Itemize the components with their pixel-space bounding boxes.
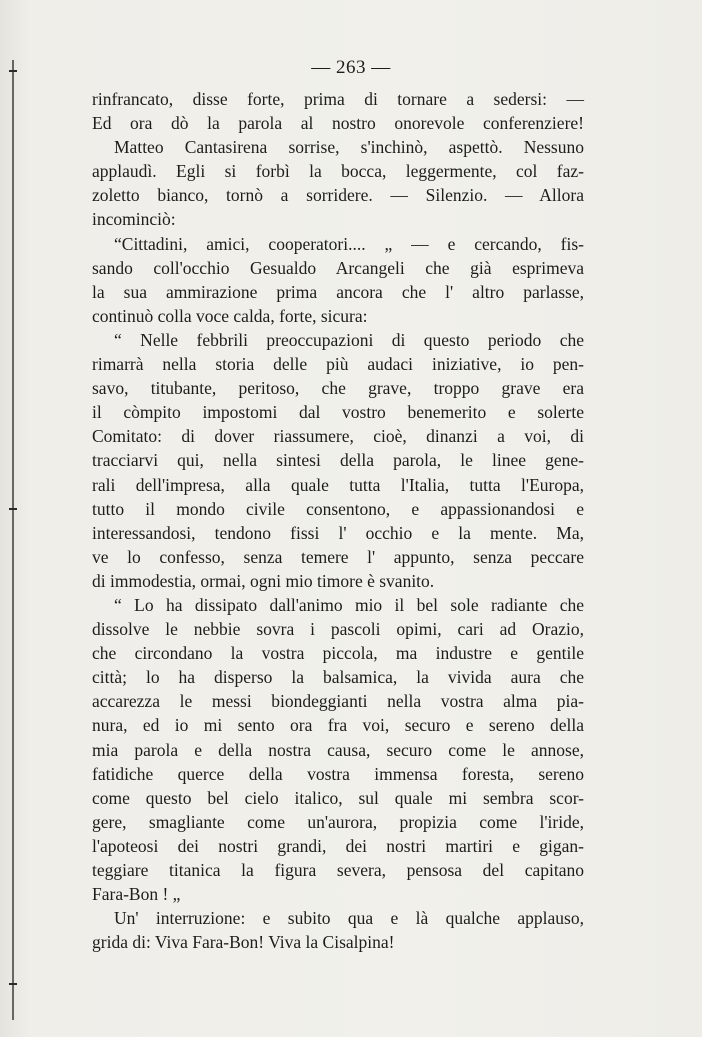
text-line: tracciarvi qui, nella sintesi della parola, le linee gene- xyxy=(92,450,584,471)
text-line: sando coll'occhio Gesualdo Arcangeli che già esprimeva xyxy=(92,257,584,278)
text-line: savo, titubante, peritoso, che grave, troppo grave era xyxy=(92,378,584,399)
text-line: l'apoteosi dei nostri grandi, dei nostri martiri e gigan- xyxy=(92,835,584,856)
text-line: nura, ed io mi sento ora fra voi, securo e sereno della xyxy=(92,715,584,736)
text-line: Un' interruzione: e subito qua e là qualche applauso, xyxy=(114,908,584,929)
text-line: rimarrà nella storia delle più audaci iniziative, io pen- xyxy=(92,354,584,375)
text-line: come questo bel cielo italico, sul quale mi sembra scor- xyxy=(92,787,584,808)
text-line: applaudì. Egli si forbì la bocca, leggermente, col faz- xyxy=(92,161,584,182)
text-line: continuò colla voce calda, forte, sicura: xyxy=(92,305,368,326)
text-line: mia parola e della nostra causa, securo come le annose, xyxy=(92,739,584,760)
text-line: fatidiche querce della vostra immensa foresta, sereno xyxy=(92,763,584,784)
text-line: Ed ora dò la parola al nostro onorevole conferenziere! xyxy=(92,113,584,134)
text-line: “Cittadini, amici, cooperatori.... „ — e cercando, fis- xyxy=(114,233,584,254)
text-line: Fara-Bon ! „ xyxy=(92,884,181,905)
text-line: di immodestia, ormai, ogni mio timore è svanito. xyxy=(92,570,435,591)
text-line: rinfrancato, disse forte, prima di tornare a sedersi: — xyxy=(92,89,584,109)
text-line: gere, smagliante come un'aurora, propizia come l'iride, xyxy=(92,811,584,832)
text-line: tutto il mondo civile consentono, e appassionandosi e xyxy=(92,498,584,519)
text-line: “ Nelle febbrili preoccupazioni di questo periodo che xyxy=(114,329,584,350)
text-line: zoletto bianco, tornò a sorridere. — Silenzio. — Allora xyxy=(92,185,584,206)
body-text xyxy=(92,87,584,954)
text-line: Matteo Cantasirena sorrise, s'inchinò, aspettò. Nessuno xyxy=(114,137,584,158)
text-line: grida di: Viva Fara-Bon! Viva la Cisalpina! xyxy=(92,932,395,953)
binding-mark xyxy=(9,508,17,510)
page-edge-rule xyxy=(12,60,14,1020)
text-line: teggiare titanica la figura severa, pensosa del capitano xyxy=(92,860,584,880)
page-number: — 263 — xyxy=(311,57,391,78)
text-line: incominciò: xyxy=(92,209,176,230)
text-line: il còmpito impostomi dal vostro benemerito e solerte xyxy=(92,402,584,423)
text-line: la sua ammirazione prima ancora che l' altro parlasse, xyxy=(92,281,584,302)
text-line: accarezza le messi biondeggianti nella vostra alma pia- xyxy=(92,691,584,712)
text-line: interessandosi, tendono fissi l' occhio e la mente. Ma, xyxy=(92,522,584,543)
text-line: “ Lo ha dissipato dall'animo mio il bel sole radiante che xyxy=(114,594,584,615)
text-line: città; lo ha disperso la balsamica, la vivida aura che xyxy=(92,667,584,688)
text-line: che circondano la vostra piccola, ma industre e gentile xyxy=(92,643,584,664)
text-line: rali dell'impresa, alla quale tutta l'Italia, tutta l'Europa, xyxy=(92,474,584,495)
text-line: Comitato: di dover riassumere, cioè, dinanzi a voi, di xyxy=(92,426,584,447)
text-line: ve lo confesso, senza temere l' appunto, senza peccare xyxy=(92,546,584,567)
text-line: dissolve le nebbie sovra i pascoli opimi, cari ad Orazio, xyxy=(92,619,584,640)
binding-mark xyxy=(9,983,17,985)
